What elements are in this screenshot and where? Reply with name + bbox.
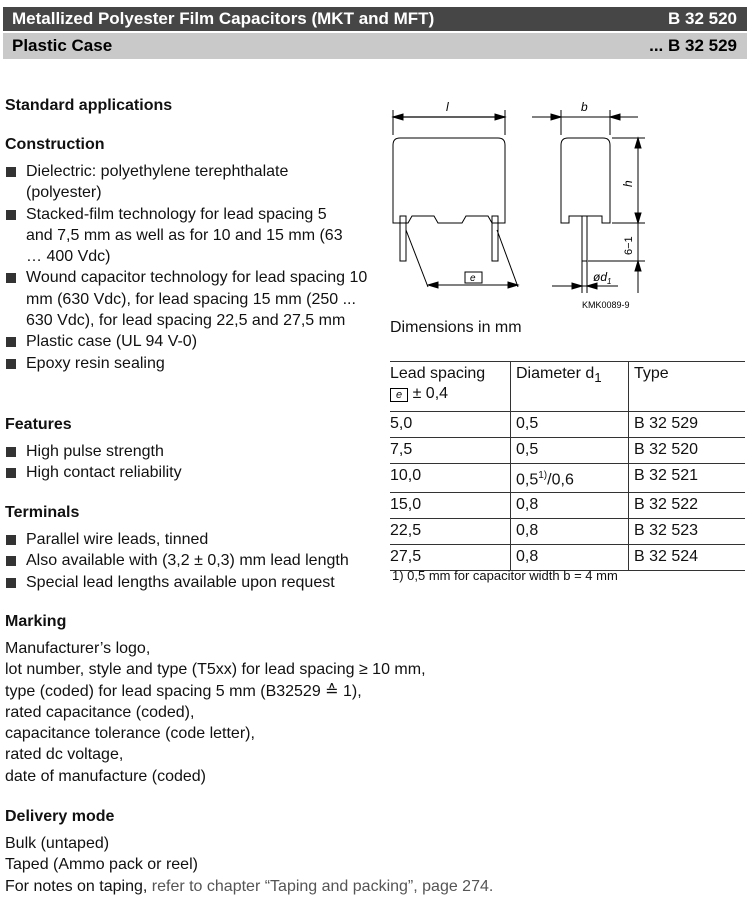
table-row	[390, 493, 745, 519]
tolerance: ± 0,4	[412, 385, 449, 402]
cell: 10,0	[390, 464, 511, 493]
title-bar	[3, 7, 747, 31]
doc-title: Metallized Polyester Film Capacitors (MKT and MFT)	[12, 9, 435, 28]
table-footnote: 1) 0,5 mm for capacitor width b = 4 mm	[392, 568, 618, 583]
cell: 0,8	[511, 519, 629, 545]
construction-section	[5, 134, 380, 374]
heading: Terminals	[5, 504, 80, 521]
list-item: Dielectric: polyethylene terephthalate (polyester)	[5, 161, 326, 204]
list-item: Wound capacitor technology for lead spacing 10 mm (630 Vdc), for lead spacing 15 mm (250 ... 630 Vdc), for lead spacing 22,5 and 27,5 mm	[5, 267, 376, 331]
heading: Marking	[5, 613, 67, 630]
drawing-code: KMK0089-9	[582, 300, 630, 310]
text-line: capacitance tolerance (code letter),	[5, 725, 255, 743]
col-lead-spacing: Lead spacing	[390, 365, 486, 382]
cell: 5,0	[390, 412, 511, 438]
label-b: b	[581, 100, 588, 114]
sub: 1	[594, 370, 602, 386]
table-row	[390, 412, 745, 438]
table-header	[390, 362, 745, 412]
standard-applications	[5, 95, 172, 116]
delivery-section	[5, 806, 493, 897]
cell: 0,5	[511, 412, 629, 438]
subtitle-bar	[3, 33, 747, 59]
cell: B 32 524	[629, 545, 746, 571]
heading: Features	[5, 416, 72, 433]
text-line: rated dc voltage,	[5, 746, 124, 764]
cell: B 32 521	[629, 464, 746, 493]
doc-subtitle: Plastic Case	[12, 36, 113, 55]
list-item: Special lead lengths available upon request	[5, 572, 349, 593]
label-d: ød	[593, 270, 608, 284]
table-row	[390, 464, 745, 493]
cell: 27,5	[390, 545, 511, 571]
dimension-drawing	[380, 95, 680, 320]
cell: B 32 529	[629, 412, 746, 438]
heading: Delivery mode	[5, 808, 115, 825]
doc-code-range: ... B 32 529	[649, 36, 737, 55]
features-section	[5, 414, 182, 484]
table-row	[390, 519, 745, 545]
doc-code: B 32 520	[668, 9, 737, 28]
lead-spacing-table	[390, 361, 745, 571]
cell: 15,0	[390, 493, 511, 519]
cell: B 32 520	[629, 438, 746, 464]
heading: Construction	[5, 136, 105, 153]
cell: 22,5	[390, 519, 511, 545]
cell: 0,8	[511, 545, 629, 571]
heading: Standard applications	[5, 97, 173, 114]
text-line: Bulk (untaped)	[5, 835, 110, 852]
e-symbol: e	[390, 388, 408, 402]
label-lead-length: 6−1	[623, 236, 635, 255]
text-line: rated capacitance (coded),	[5, 703, 195, 721]
list-item: Epoxy resin sealing	[5, 353, 380, 374]
text-line: lot number, style and type (T5xx) for lead spacing ≥ 10 mm,	[5, 661, 426, 679]
table-row	[390, 438, 745, 464]
cell: B 32 523	[629, 519, 746, 545]
text-line: type (coded) for lead spacing 5 mm (B32529 ≙ 1),	[5, 682, 362, 700]
label-e: e	[470, 273, 476, 284]
taping-link[interactable]: refer to chapter “Taping and packing”, page 274.	[151, 877, 494, 895]
svg-text:ød1	[593, 270, 611, 286]
label-l: l	[446, 100, 449, 114]
col-diameter: Diameter d	[516, 365, 595, 382]
terminals-section	[5, 502, 349, 593]
label-h: h	[621, 180, 635, 187]
cell: 7,5	[390, 438, 511, 464]
text-line: Manufacturer’s logo,	[5, 640, 151, 657]
cell: B 32 522	[629, 493, 746, 519]
col-type: Type	[629, 362, 746, 412]
cell: 0,8	[511, 493, 629, 519]
marking-section	[5, 611, 426, 787]
text-line: For notes on taping,	[5, 877, 152, 895]
list-item: High pulse strength	[5, 441, 182, 462]
cell-value: 0,5	[516, 471, 539, 489]
label-d-sub: 1	[607, 277, 612, 286]
list-item: High contact reliability	[5, 462, 182, 483]
list-item: Also available with (3,2 ± 0,3) mm lead length	[5, 550, 349, 571]
dimensions-caption: Dimensions in mm	[390, 319, 522, 336]
footnote-ref: 1)	[538, 470, 548, 481]
cell: 0,5	[511, 438, 629, 464]
cell	[511, 464, 629, 493]
list-item: Stacked-film technology for lead spacing 5 and 7,5 mm as well as for 10 and 15 mm (63 … 400 Vdc)	[5, 204, 346, 268]
list-item: Plastic case (UL 94 V-0)	[5, 331, 380, 352]
table-row	[390, 545, 745, 571]
list-item: Parallel wire leads, tinned	[5, 529, 349, 550]
cell-extra: /0,6	[547, 471, 574, 489]
text-line: date of manufacture (coded)	[5, 767, 207, 785]
text-line: Taped (Ammo pack or reel)	[5, 856, 198, 874]
